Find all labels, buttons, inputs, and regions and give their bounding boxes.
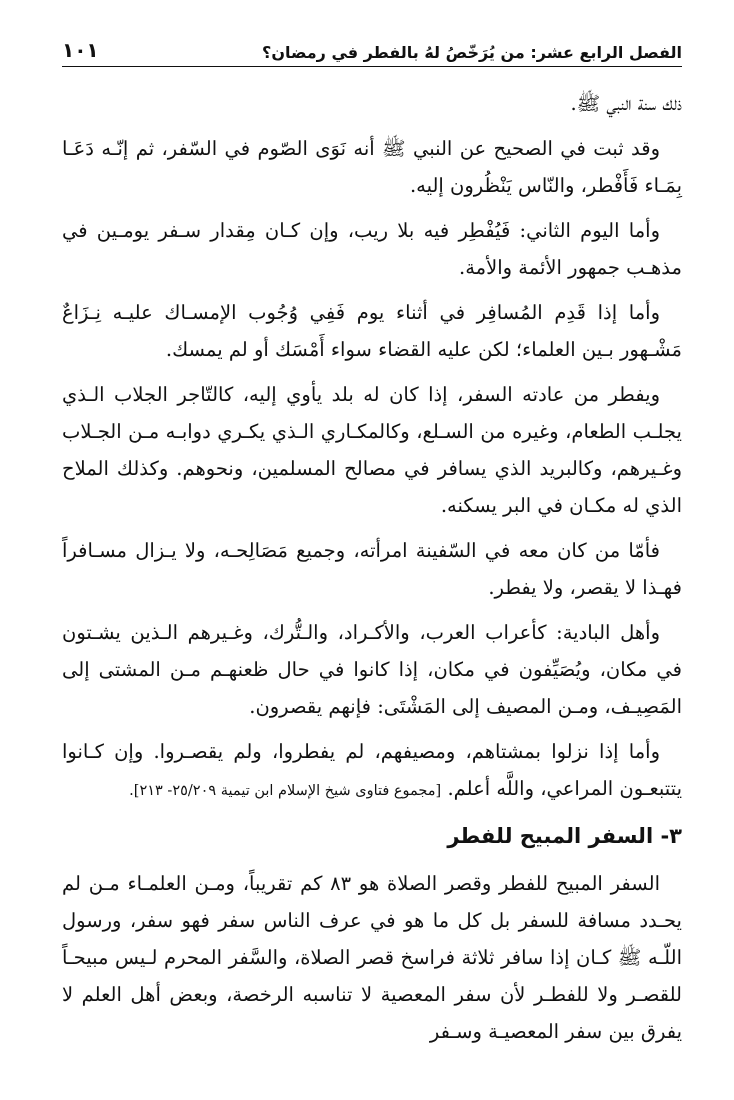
page-number: ١٠١ (62, 38, 99, 62)
paragraph-3: وأما اليوم الثاني: فَيُفْطِر فيه بلا ريب، وإن كـان مِقدار سـفر يومـين في مذهـب جمهور الأئمة والأمة. (62, 219, 682, 279)
paragraph-7: وأهل البادية: كأعراب العرب، والأكـراد، والـتُّرك، وغـيرهم الـذين يشـتون في مكان، ويُصَيِّفون في مكان، إذا كانوا في حال ظعنهـم مـن المشتى إلى المَصِيـف، ومـن المصيف إلى المَشْتَى: فإنهم يقصرون. (62, 621, 682, 718)
paragraph-4: وأما إذا قَدِم المُسافِر في أثناء يوم فَفِي وُجُوب الإمسـاك عليـه نِـزَاعٌ مَشْـهور بـين العلماء؛ لكن عليه القضاء سواء أَمْسَك أو لم يمسك. (62, 301, 682, 361)
paragraph-2: وقد ثبت في الصحيح عن النبي ﷺ أنه نَوَى الصّوم في السّفر، ثم إنّـه دَعَـا بِمَـاء فَأَفْطر، والنّاس يَنْظُرون إليه. (62, 137, 682, 197)
chapter-title: الفصل الرابع عشر: من يُرَخّصُ لهُ بالفطر في رمضان؟ (262, 43, 682, 62)
book-page (62, 32, 682, 1058)
paragraph-1: ذلك سنة النبي ﷺ. (570, 92, 682, 115)
body-text (62, 85, 682, 1050)
source-citation: [مجموع فتاوى شيخ الإسلام ابن تيمية ٢٥/٢٠٩- ٢١٣]. (129, 783, 442, 799)
paragraph-5: ويفطر من عادته السفر، إذا كان له بلد يأوي إليه، كالتّاجر الجلاب الـذي يجلـب الطعام، وغيره من السـلع، وكالمكـاري الـذي يكـري دوابـه مـن الجـلاب وغـيرهم، وكالبريد الذي يسافر في مصالح المسلمين، ونحوهم. وكذلك الملاح الذي له مكـان في البر يسكنه. (62, 383, 682, 517)
section-heading: ٣- السفر المبيح للفطر (447, 824, 682, 848)
paragraph-8 (62, 733, 682, 810)
section-paragraph: السفر المبيح للفطر وقصر الصلاة هو ٨٣ كم تقريباً، ومـن العلمـاء مـن لم يحـدد مسافة للسفر بل كل ما هو في عرف الناس سفر فهو سفر، ورسول اللّـه ﷺ كـان إذا سافر ثلاثة فراسخ قصر الصلاة، والسَّفر المحرم لـيس مبيحـاً للقصـر ولا للفطـر لأن سفر المعصية لا تناسبه الرخصة، وبعض أهل العلم لا يفرق بين سفر المعصيـة وسـفر (62, 872, 682, 1043)
running-header (62, 32, 682, 67)
paragraph-8-text: وأما إذا نزلوا بمشتاهم، ومصيفهم، لم يفطروا، ولم يقصـروا. وإن كـانوا يتتبعـون المراعي، واللَّه أعلم. (62, 740, 682, 800)
paragraph-6: فأمّا من كان معه في السّفينة امرأته، وجميع مَصَالِحـه، ولا يـزال مسـافراً فهـذا لا يقصر، ولا يفطر. (62, 539, 682, 599)
